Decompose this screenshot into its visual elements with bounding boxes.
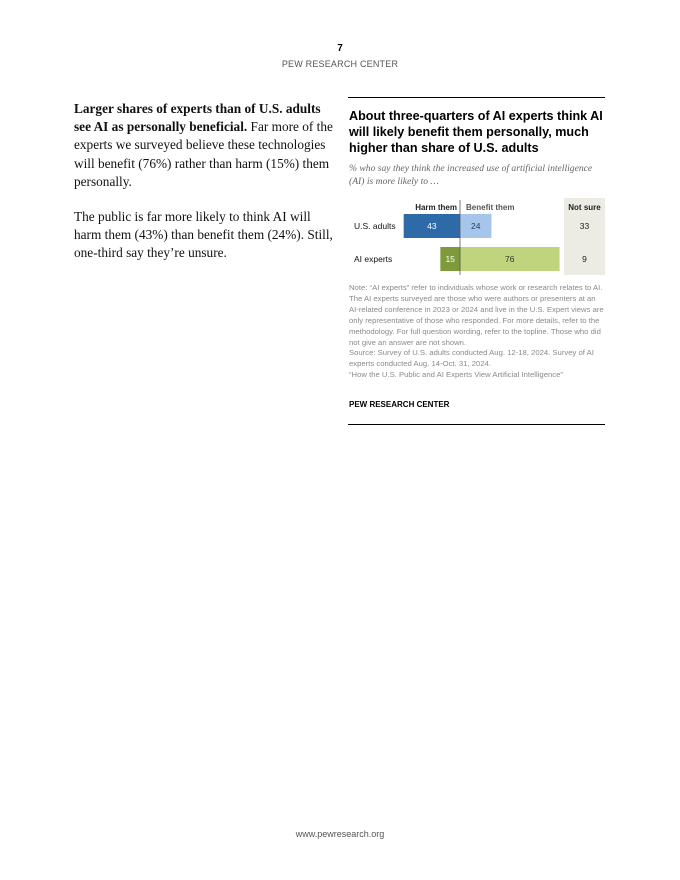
paragraph-1 [74,100,336,191]
paragraph-1-rest: Far more of the experts we surveyed believe these technologies will benefit (76%) rather than harm (15%) them personally. [74,119,333,189]
chart-note: Note: “AI experts” refer to individuals whose work or research relates to AI. The AI experts surveyed are those who were authors or presenters at an AI-related conference in 2023 or 2024 and live in the U.S. Expert views are only representative of those who responded. For more details, refer to the methodology. For full question wording, refer to the topline. Those who did not give an answer are not shown. [349,283,604,347]
data-label-harm: 43 [427,221,437,231]
data-label-benefit: 24 [470,221,481,231]
data-label-harm: 15 [445,254,455,264]
chart-subtitle: % who say they think the increased use of artificial intelligence (AI) is more likely to … [349,163,593,187]
chart-source: Source: Survey of U.S. adults conducted Aug. 12-18, 2024. Survey of AI experts conducted Aug. 14-Oct. 31, 2024. [349,348,594,369]
header-not-sure: Not sure [568,203,601,212]
page-number: 7 [337,43,343,54]
chart-svg [348,198,605,278]
footer-url: www.pewresearch.org [295,829,385,839]
chart-org: PEW RESEARCH CENTER [349,400,450,409]
header-organization: PEW RESEARCH CENTER [281,59,399,69]
category-label: AI experts [354,254,393,264]
chart-notes [349,283,605,381]
data-label-benefit: 76 [505,254,515,264]
category-label: U.S. adults [354,221,396,231]
data-label-not-sure: 33 [579,221,590,231]
header-harm: Harm them [415,203,457,212]
chart-title: About three-quarters of AI experts think AI will likely benefit them personally, much higher than share of U.S. adults [349,109,603,155]
chart-panel [348,97,605,425]
body-text [74,100,336,280]
data-label-not-sure: 9 [582,254,587,264]
paragraph-1-lead: Larger shares of experts than of U.S. adults see AI as personally beneficial. [74,101,321,135]
header-benefit: Benefit them [466,203,515,212]
chart-report: “How the U.S. Public and AI Experts View Artificial Intelligence” [349,370,563,380]
paragraph-2: The public is far more likely to think AI will harm them (43%) than benefit them (24%). Still, one-third say they’re unsure. [74,209,333,261]
